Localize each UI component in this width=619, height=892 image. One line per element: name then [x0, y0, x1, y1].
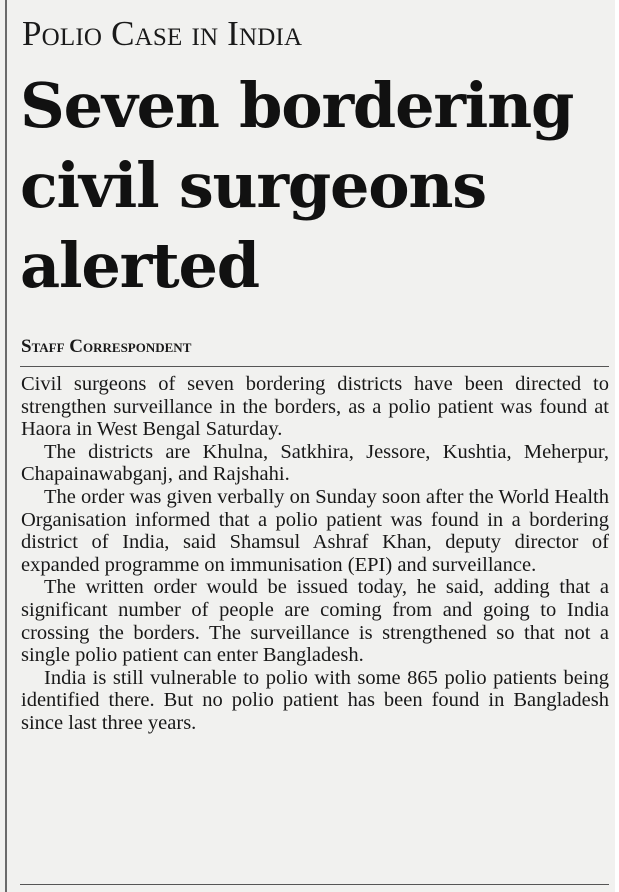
paragraph: India is still vulnerable to polio with some 865 polio patients being identified there. But no polio patient has been found in Bangladesh since last three years.	[21, 666, 609, 734]
byline-divider	[20, 366, 609, 367]
byline: Staff Correspondent	[21, 336, 192, 357]
headline: Seven bordering civil surgeons alerted	[20, 69, 574, 302]
paragraph: The order was given verbally on Sunday soon after the World Health Organisation informed that a polio patient was found in a bordering district of India, said Shamsul Ashraf Khan, deputy director of expanded programme on immunisation (EPI) and surveillance.	[21, 485, 609, 576]
paragraph: The districts are Khulna, Satkhira, Jessore, Kushtia, Meherpur, Chapainawabganj, and Rajshahi.	[21, 440, 609, 486]
paragraph: The written order would be issued today, he said, adding that a significant number of people are coming from and going to India crossing the borders. The surveillance is strengthened so that not a single polio patient can enter Bangladesh.	[21, 576, 609, 667]
column-divider	[5, 0, 7, 892]
article-body	[21, 373, 609, 735]
kicker: Polio Case in India	[22, 14, 303, 53]
paragraph: Civil surgeons of seven bordering districts have been directed to strengthen surveillance in the borders, as a polio patient was found at Haora in West Bengal Saturday.	[21, 373, 609, 441]
page-edge	[615, 0, 619, 892]
bottom-divider	[20, 884, 609, 885]
